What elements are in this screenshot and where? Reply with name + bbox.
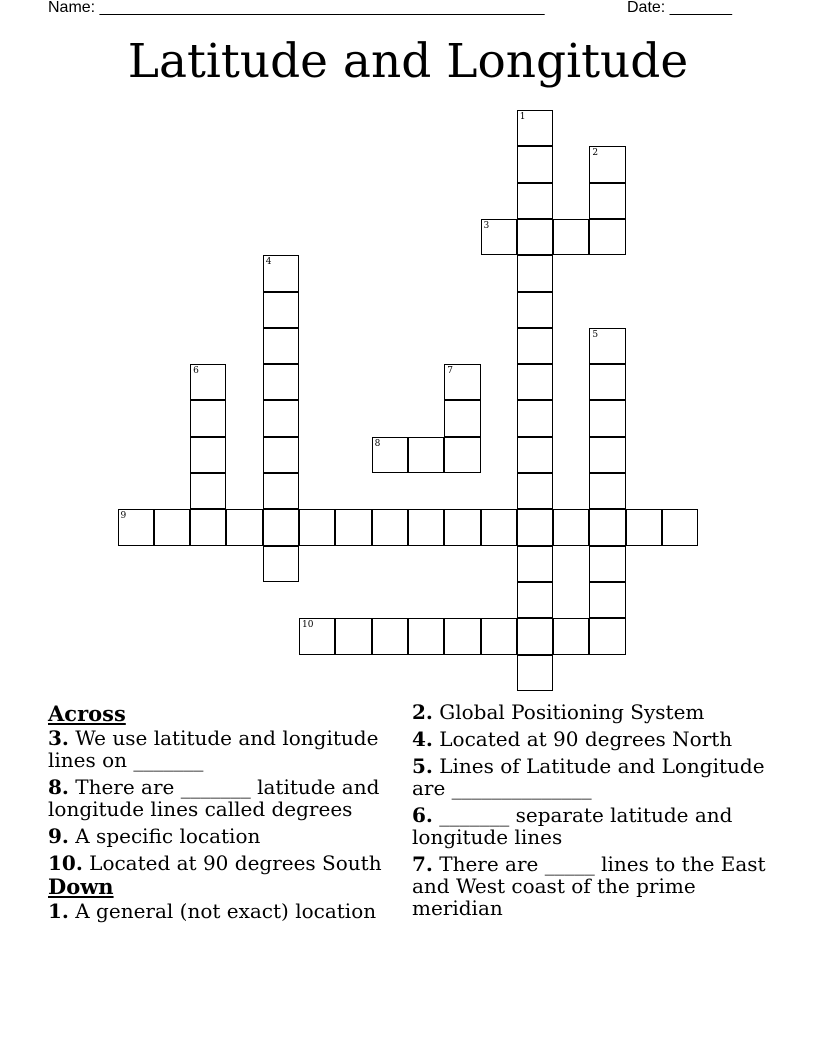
grid-cell[interactable] [589, 219, 625, 255]
grid-cell[interactable] [444, 364, 480, 400]
grid-cell[interactable] [372, 509, 408, 545]
clue-text: Lines of Latitude and Longitude are ______________ [412, 754, 765, 800]
across-heading: Across [48, 701, 126, 726]
grid-cell[interactable] [408, 509, 444, 545]
clue-text: There are _____ lines to the East and West coast of the prime meridian [412, 852, 766, 920]
grid-cell[interactable] [589, 146, 625, 182]
grid-cell[interactable] [589, 364, 625, 400]
grid-cell[interactable] [408, 618, 444, 654]
cell-number: 5 [592, 329, 599, 340]
grid-cell[interactable] [589, 618, 625, 654]
grid-cell[interactable] [553, 219, 589, 255]
grid-cell[interactable] [263, 400, 299, 436]
cell-number: 4 [265, 257, 272, 268]
clue-text: _______ separate latitude and longitude lines [412, 803, 733, 849]
clues-right-column [412, 701, 772, 924]
grid-cell[interactable] [190, 400, 226, 436]
clue-down-6 [412, 804, 772, 848]
clue-number: 7. [412, 852, 433, 876]
clue-across-9 [48, 825, 403, 847]
page-title: Latitude and Longitude [127, 34, 689, 89]
down-heading: Down [48, 874, 114, 899]
grid-cell[interactable] [444, 437, 480, 473]
grid-cell[interactable] [589, 582, 625, 618]
clue-number: 6. [412, 803, 433, 827]
grid-cell[interactable] [372, 618, 408, 654]
grid-cell[interactable] [517, 146, 553, 182]
grid-cell[interactable] [517, 618, 553, 654]
clue-text: A specific location [75, 824, 261, 848]
cell-number: 9 [120, 511, 127, 522]
grid-cell[interactable] [589, 473, 625, 509]
grid-cell[interactable] [589, 328, 625, 364]
cell-number: 6 [193, 366, 199, 377]
grid-cell[interactable] [517, 183, 553, 219]
grid-cell[interactable] [553, 618, 589, 654]
grid-cell[interactable] [226, 509, 262, 545]
clue-number: 10. [48, 851, 83, 875]
cell-number: 1 [519, 112, 526, 122]
grid-cell[interactable] [553, 509, 589, 545]
grid-cell[interactable] [481, 509, 517, 545]
grid-cell[interactable] [408, 437, 444, 473]
clue-number: 2. [412, 700, 433, 724]
grid-cell[interactable] [589, 509, 625, 545]
grid-cell[interactable] [517, 400, 553, 436]
grid-cell[interactable] [517, 509, 553, 545]
clue-across-3 [48, 727, 403, 771]
cell-number: 10 [302, 620, 314, 631]
grid-cell[interactable] [299, 509, 335, 545]
grid-cell[interactable] [444, 509, 480, 545]
grid-cell[interactable] [589, 546, 625, 582]
grid-cell[interactable] [517, 255, 553, 291]
grid-cell[interactable] [517, 110, 553, 146]
grid-cell[interactable] [263, 546, 299, 582]
grid-cell[interactable] [263, 255, 299, 291]
grid-cell[interactable] [444, 400, 480, 436]
grid-cell[interactable] [481, 618, 517, 654]
clue-text: A general (not exact) location [75, 899, 377, 923]
name-field-label: Name: __________________________________________________ [48, 0, 545, 16]
grid-cell[interactable] [154, 509, 190, 545]
grid-cell[interactable] [190, 364, 226, 400]
grid-cell[interactable] [517, 473, 553, 509]
clue-number: 8. [48, 775, 69, 799]
grid-cell[interactable] [263, 292, 299, 328]
grid-cell[interactable] [517, 655, 553, 691]
grid-cell[interactable] [517, 328, 553, 364]
grid-cell[interactable] [589, 183, 625, 219]
grid-cell[interactable] [190, 437, 226, 473]
grid-cell[interactable] [263, 437, 299, 473]
cell-number: 3 [483, 220, 490, 231]
cell-number: 8 [374, 438, 381, 449]
grid-cell[interactable] [335, 509, 371, 545]
date-field-label: Date: _______ [627, 0, 732, 16]
clue-number: 9. [48, 824, 69, 848]
clue-number: 3. [48, 726, 69, 750]
grid-cell[interactable] [517, 364, 553, 400]
grid-cell[interactable] [626, 509, 662, 545]
clue-down-7 [412, 853, 772, 919]
clue-down-4 [412, 728, 772, 750]
grid-cell[interactable] [335, 618, 371, 654]
clue-down-1 [48, 900, 403, 922]
grid-cell[interactable] [517, 219, 553, 255]
grid-cell[interactable] [517, 546, 553, 582]
grid-cell[interactable] [263, 328, 299, 364]
clue-text: Located at 90 degrees South [89, 851, 382, 875]
grid-cell[interactable] [481, 219, 517, 255]
clue-across-10 [48, 852, 403, 874]
grid-cell[interactable] [190, 509, 226, 545]
grid-cell[interactable] [263, 473, 299, 509]
grid-cell[interactable] [517, 437, 553, 473]
grid-cell[interactable] [263, 509, 299, 545]
grid-cell[interactable] [589, 400, 625, 436]
clue-text: There are _______ latitude and longitude lines called degrees [48, 775, 380, 821]
grid-cell[interactable] [372, 437, 408, 473]
clue-across-8 [48, 776, 403, 820]
grid-cell[interactable] [517, 582, 553, 618]
grid-cell[interactable] [190, 473, 226, 509]
grid-cell[interactable] [263, 364, 299, 400]
cell-number: 2 [592, 148, 599, 159]
grid-cell[interactable] [118, 509, 154, 545]
grid-cell[interactable] [662, 509, 698, 545]
clue-text: Global Positioning System [439, 700, 705, 724]
clue-down-5 [412, 755, 772, 799]
clue-text: We use latitude and longitude lines on _______ [48, 726, 379, 772]
clue-number: 4. [412, 727, 433, 751]
grid-cell[interactable] [589, 437, 625, 473]
clue-text: Located at 90 degrees North [439, 727, 733, 751]
cell-number: 7 [447, 366, 453, 377]
clue-number: 5. [412, 754, 433, 778]
grid-cell[interactable] [517, 292, 553, 328]
grid-cell[interactable] [299, 618, 335, 654]
clue-number: 1. [48, 899, 69, 923]
clue-down-2 [412, 701, 772, 723]
clues-left-column [48, 701, 403, 927]
grid-cell[interactable] [444, 618, 480, 654]
